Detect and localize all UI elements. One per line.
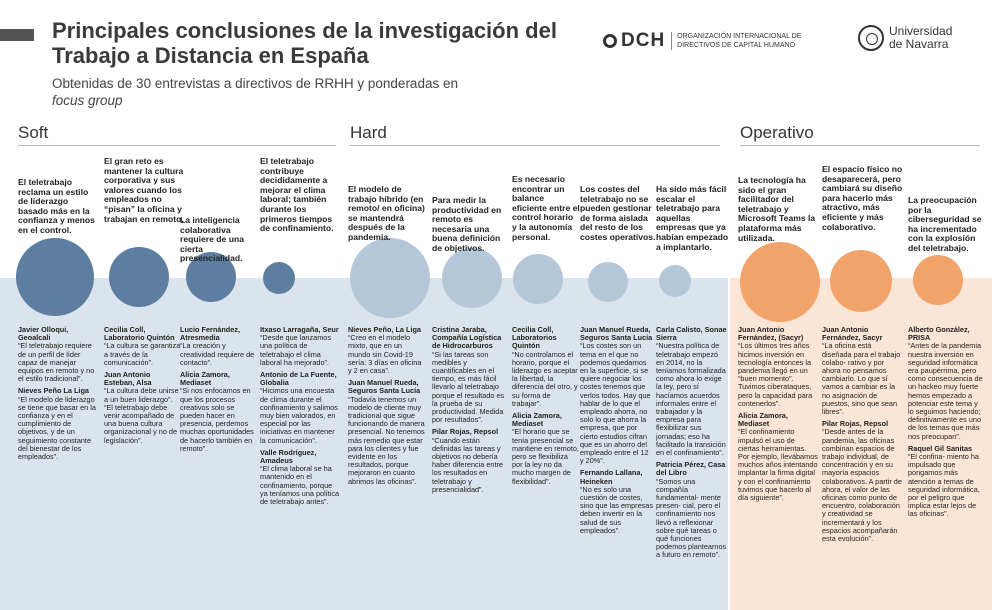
quote-author: Pilar Rojas, Repsol: [432, 427, 499, 437]
quote-author: Juan Antonio Fernández, (Sacyr): [738, 325, 804, 343]
quote-text: “Antes de la pandemia nuestra inversión en seguridad informática era paupérrima, pero como consecuencia de un hackeo muy fuerte hemos empezado a potenciar este tema y lo seguimos haciendo; definitivamente es uno de los temas que más nos preocupan”.: [908, 341, 983, 441]
conclusion-hard-2: Para medir la productividad en remoto es necesaria una buena definición de objetivos.: [432, 195, 502, 253]
quote-author: Valle Rodríguez, Amadeus: [260, 447, 317, 466]
conclusion-operativo-3: La preocupación por la ciberseguridad se ha incrementado con la explosión del teletrabajo.: [908, 195, 982, 253]
quote-author: Patricia Pérez, Casa del Libro: [656, 460, 726, 478]
dch-logo-text: DCH: [621, 30, 666, 51]
quote-text: “El modelo de liderazgo se tiene que basar en la confianza y en el cumplimiento de objetivos, y de un seguimiento constante del bienestar de los empleados”.: [18, 394, 96, 462]
conclusion-soft-3: La inteligencia colaborativa requiere de una cierta presencialidad.: [180, 215, 244, 264]
quote-text: “No es solo una cuestión de costes, sino que las empresas deben invertir en la salud de sus empleados”.: [580, 484, 654, 535]
hard-circle-2: [442, 248, 502, 308]
conclusion-soft-4: El teletrabajo contribuye decididamente a mejorar el clima laboral; también durante los primeros tiempos de confinamiento.: [260, 156, 334, 234]
hard-circle-1: [350, 238, 430, 318]
hard-circle-5: [659, 265, 691, 297]
quote-author: Juan Manuel Rueda, Seguros Santa Lucía: [348, 378, 421, 396]
subtitle-emphasis: focus group: [52, 93, 123, 108]
section-hard-divider: [350, 145, 720, 146]
unav-line2: de Navarra: [889, 37, 949, 51]
quote-author: Juan Antonio Fernández, Sacyr: [822, 325, 883, 343]
quote-author: Alicia Zamora, Mediaset: [512, 411, 562, 429]
conclusion-operativo-1: La tecnología ha sido el gran facilitador del teletrabajo y Microsoft Teams la plataforma más utilizada.: [738, 175, 816, 243]
quote-text: “Si nos enfocamos en que los procesos creativos solo se pueden hacer en presencia, perdemos muchas oportunidades de hacerlo también en remoto”.: [180, 386, 254, 453]
quote-text: “Los últimos tres años hicimos inversión en tecnología entonces la pandemia llegó en un “buen momento”. Tuvimos ciberataques, pero la capacidad para contenerlos”.: [738, 341, 813, 408]
operativo-circle-1: [740, 242, 820, 322]
section-soft-heading: Soft: [18, 123, 49, 142]
quote-author: Nieves Peño La Liga: [18, 386, 89, 396]
quote-text: “Desde antes de la pandemia, las oficinas combinan espacios de trabajo individual, de concentración y en su mayoría espacios colaborativos. A partir de ahora, el valor de las oficinas como punto de encuentro, colaboración y creatividad se incrementará y los espacios acompañarán esta evolución”.: [822, 427, 902, 544]
quotes-column-11: [822, 326, 902, 547]
university-seal-icon: [858, 25, 884, 51]
dch-org-line2: DIRECTIVOS DE CAPITAL HUMANO: [677, 42, 796, 49]
quote-text: “La creación y creatividad requiere de contacto”.: [180, 341, 255, 367]
quotes-column-12: [908, 326, 984, 523]
quote-text: “El teletrabajo requiere de un perfil de líder capaz de manejar equipos en remoto y no el estilo tradicional”.: [18, 341, 95, 384]
operativo-circle-2: [830, 250, 892, 312]
quote-text: “Nuestra política de teletrabajo empezó en 2014, no la teníamos formalizada como ahora lo exige la ley, pero sí hacíamos acuerdos informales entre el trabajador y la empresa para flexibilizar sus jornadas; eso ha facilitado la transición en el confinamiento”.: [656, 341, 726, 458]
quotes-column-8: [580, 326, 654, 539]
quote-author: Juan Antonio Esteban, Alsa: [104, 370, 152, 388]
unav-line1: Universidad: [889, 24, 953, 38]
conclusion-hard-3: Es necesario encontrar un balance eficiente entre el control horario y la autonomía personal.: [512, 174, 580, 242]
quote-text: “No controlamos el horario, porque el liderazgo es aceptar la libertad, la diferencia del otro, y su forma de trabajar”.: [512, 349, 578, 408]
quote-author: Lucio Fernández, Atresmedia: [180, 325, 241, 343]
soft-circle-4: [263, 262, 295, 294]
quote-author: Raquel Gil Sanitas: [908, 443, 973, 453]
quote-author: Nieves Peño, La Liga: [348, 325, 421, 334]
conclusion-hard-4: Los costes del teletrabajo no se pueden gestionar de forma aislada del resto de los costes operativos.: [580, 184, 656, 242]
dch-logo: [603, 30, 801, 52]
quote-author: Cecilia Coll, Laboratorio Quintón: [104, 325, 175, 343]
quotes-column-1: [18, 326, 98, 465]
quote-text: “El clima laboral se ha mantenido en el confinamiento, porque ya teníamos una política de teletrabajo antes”.: [260, 464, 340, 507]
quote-text: “Cuando están definidas las tareas y objetivos no debería haber diferencia entre los resultados en teletrabajo y presencialidad”.: [432, 435, 503, 494]
title-accent-bar: [0, 29, 34, 41]
section-operativo-divider: [740, 145, 980, 146]
section-soft-divider: [18, 145, 336, 146]
quote-author: Javier Olloqui, Geoalcali: [18, 325, 69, 343]
page-subtitle: [52, 75, 572, 109]
dch-org-name: [671, 32, 801, 50]
quotes-column-7: [512, 326, 580, 490]
hard-circle-3: [513, 254, 563, 304]
quote-text: “Los costes son un tema en el que no podemos quedarnos en la superficie, si se quiere negociar los costes tenemos que verlos todos. Hay que hablar de lo que el empleado ahorra, no solo lo que ahorra la empresa, que por cierto estudios cifran que es un ahorro del empleado entre el 12 y 20%”.: [580, 341, 651, 466]
quote-author: Juan Manuel Rueda, Seguros Santa Lucía: [580, 325, 653, 343]
conclusion-hard-1: El modelo de trabajo híbrido (en remoto/ en oficina) se mantendrá después de la pandemia.: [348, 184, 425, 242]
section-operativo-heading: Operativo: [740, 123, 814, 142]
quote-author: Alicia Zamora, Mediaset: [738, 411, 788, 429]
quote-text: “El confina- miento ha impulsado que pongamos más atención a temas de seguridad informática, por el peligro que implica estar lejos de las oficinas”.: [908, 452, 980, 519]
conclusion-operativo-2: El espacio físico no desaparecerá, pero cambiará su diseño para hacerlo más atractivo, más eficiente y más colaborativo.: [822, 164, 903, 232]
quote-author: Fernando Lallana, Heineken: [580, 468, 643, 486]
quote-text: “Hicimos una encuesta de clima durante el confinamiento y salimos muy bien valorados, en especial por las iniciativas en mantener la comunicación”.: [260, 386, 338, 445]
hard-circle-4: [588, 262, 628, 302]
quote-text: “Somos una compañía fundamental- mente presen- cial, pero el confinamiento nos llevó a reflexionar sobre qué tareas o qué funciones podemos plantearnos a futuro en remoto”.: [656, 476, 727, 560]
dch-mark-icon: [603, 34, 617, 48]
unav-name: [889, 25, 952, 51]
quotes-column-4: [260, 326, 340, 510]
quotes-column-3: [180, 326, 258, 457]
quote-text: “El horario que se tenía presencial se mantiene en remoto, pero se flexibiliza por la ley no da mucho margen de flexibilidad”.: [512, 427, 579, 486]
quote-text: “Todavía tenemos un modelo de cliente muy tradicional que sigue funcionando de manera presencial. No tenemos más remedio que estar para los clientes y fue evidente en los resultados, porque mejoraron en cuanto abrimos las oficinas”.: [348, 394, 425, 486]
quote-author: Cristina Jaraba, Compañía Logística de Hidrocarburos: [432, 325, 502, 351]
subtitle-main: Obtenidas de 30 entrevistas a directivos de RRHH y ponderadas en: [52, 76, 458, 91]
conclusion-hard-5: Ha sido más fácil escalar el teletrabajo para aquellas empresas que ya habían empezado a implantarlo.: [656, 184, 729, 252]
quote-author: Alberto González, PRISA: [908, 325, 970, 343]
conclusion-soft-2: El gran reto es mantener la cultura corporativa y sus valores cuando los empleados no “pisan” la oficina y trabajan en remoto.: [104, 156, 184, 224]
quote-author: Itxaso Larragaña, Seur: [260, 325, 339, 334]
quote-text: “La oficina está diseñada para el trabajo colabo- rativo y por ahora no pensamos cambiarlo. Lo que sí vamos a cambiar es la no asignación de puestos, sino que sean libres”.: [822, 341, 901, 417]
quote-text: “Desde que lanzamos una política de teletrabajo el clima laboral ha mejorado”.: [260, 333, 331, 367]
quote-text: “La cultura debe unirse a un buen liderazgo”. “El teletrabajo debe venir acompañado de una buena cultura organizacional y no de legislación”.: [104, 386, 179, 445]
page-title: Principales conclusiones de la investigación del Trabajo a Distancia en España: [52, 18, 557, 68]
soft-circle-2: [109, 247, 169, 307]
quote-text: “Creo en el modelo mixto, que en un mundo sin Covid-19 sería: 3 días en oficina y 2 en casa”.: [348, 333, 422, 376]
conclusion-soft-1: El teletrabajo reclama un estilo de liderazgo basado más en la confianza y menos en el control.: [18, 177, 95, 235]
quote-text: “Si las tareas son medibles y cuantificables en el tiempo, es más fácil llevarlo al teletrabajo porque el resultado es la prueba de su productividad. Medida por resultados”.: [432, 349, 505, 425]
dch-org-line1: ORGANIZACIÓN INTERNACIONAL DE: [677, 33, 802, 40]
quotes-column-10: [738, 326, 818, 506]
quotes-column-5: [348, 326, 426, 490]
soft-circle-1: [16, 238, 94, 316]
quote-text: “La cultura se garantiza a través de la comunicación”.: [104, 341, 181, 367]
section-hard-heading: Hard: [350, 123, 387, 142]
unav-logo: [858, 25, 952, 51]
quotes-column-2: [104, 326, 182, 449]
quote-author: Alicia Zamora, Mediaset: [180, 370, 230, 388]
quote-text: “El confinamiento impulsó el uso de ciertas herramientas. Por ejemplo, llevábamos muchos años intentando implantar la firma digital y con el confinamiento tuvimos que hacerlo al día siguiente”.: [738, 427, 818, 503]
quote-author: Carla Calisto, Sonae Sierra: [656, 325, 727, 343]
quote-author: Antonio de La Fuente, Globalia: [260, 370, 337, 388]
quotes-column-6: [432, 326, 510, 498]
quotes-column-9: [656, 326, 728, 564]
quote-author: Pilar Rojas, Repsol: [822, 419, 889, 429]
operativo-circle-3: [913, 255, 963, 305]
quote-author: Cecilia Coll, Laboratorios Quintón: [512, 325, 557, 351]
